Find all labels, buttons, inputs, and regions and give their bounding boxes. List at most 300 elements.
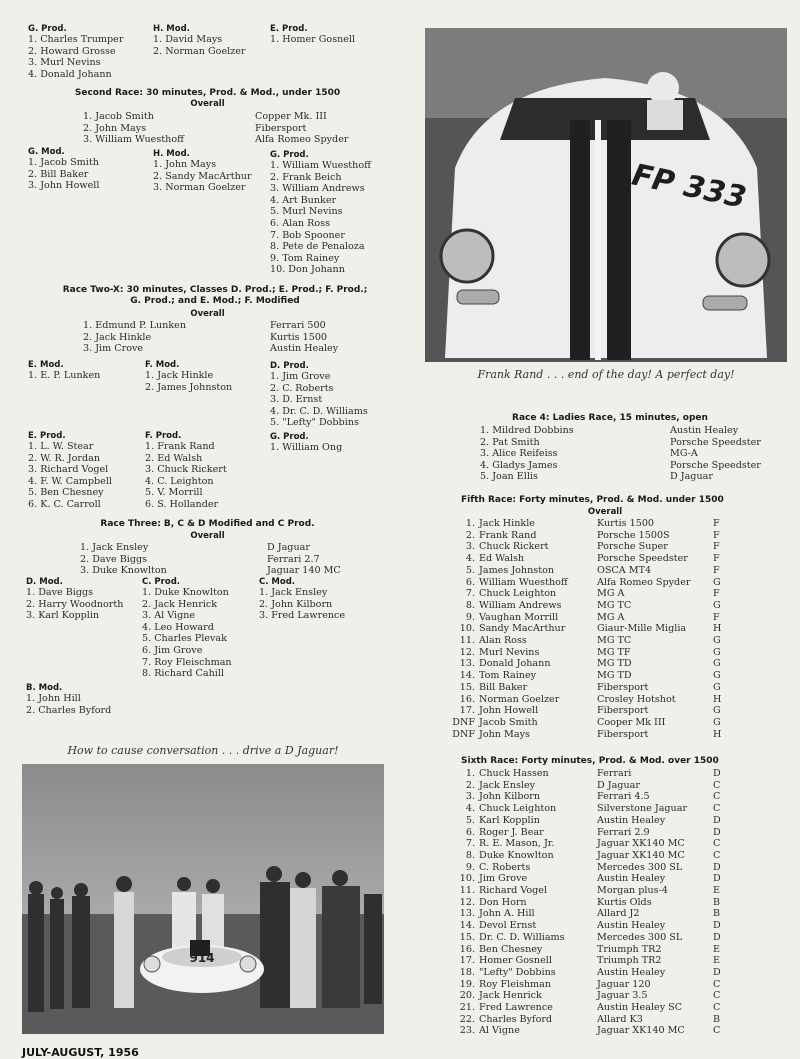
table-row (447, 612, 733, 624)
list-item: 2. James Johnston (145, 381, 233, 393)
driver-cell: Al Vigne (479, 1025, 520, 1037)
table-row (447, 979, 733, 991)
results-list (28, 441, 112, 511)
class-cell: F (713, 588, 720, 600)
driver-cell: Roger J. Bear (479, 826, 544, 838)
table-row (447, 729, 733, 741)
position-cell: 12. (459, 646, 475, 658)
position-cell: 15. (459, 681, 475, 693)
class-header: G. Prod. (270, 432, 309, 442)
driver-cell: Roy Fleishman (479, 978, 552, 990)
position-cell: 1. (465, 518, 475, 529)
list-item: 2. W. R. Jordan (28, 452, 101, 464)
race2-overall-label: Overall (190, 99, 225, 109)
position-cell: 5. (465, 814, 475, 826)
top-g-prod-group (28, 24, 123, 80)
race2-g-mod-group (28, 147, 99, 192)
class-cell: F (713, 541, 720, 553)
position-cell: 2. (465, 779, 475, 791)
top-h-mod-group (153, 24, 246, 57)
table-row (447, 670, 733, 682)
table-row (447, 908, 733, 920)
driver-cell: William Andrews (479, 599, 562, 611)
driver-cell: Chuck Leighton (479, 803, 557, 815)
list-item: 7. Roy Fleischman (142, 656, 232, 668)
car-cell: OSCA MT4 (597, 564, 652, 576)
list-item: Copper Mk. III (255, 111, 327, 122)
list-item: 6. S. Hollander (145, 498, 219, 510)
list-item: Porsche Speedster (670, 436, 761, 448)
list-item: 3. D. Ernst (270, 394, 323, 406)
list-item: 4. Donald Johann (28, 68, 112, 80)
class-header: G. Prod. (28, 24, 67, 34)
list-item: 4. Leo Howard (142, 621, 214, 633)
list-item: 4. F. W. Campbell (28, 475, 112, 487)
position-cell: 23. (459, 1025, 475, 1037)
position-cell: 9. (465, 611, 475, 623)
car-cell: MG TD (597, 670, 632, 682)
list-item: 5. Charles Plevak (142, 633, 227, 645)
class-header: D. Mod. (26, 577, 63, 587)
class-cell: G (713, 658, 721, 670)
results-list (270, 371, 368, 429)
class-cell: D (713, 814, 721, 826)
table-row (447, 768, 733, 780)
position-cell: 8. (465, 849, 475, 861)
car-cell: Cooper Mk III (597, 716, 666, 728)
class-cell: C (713, 803, 721, 815)
list-item: 2. Pat Smith (480, 436, 540, 448)
driver-cell: John Mays (479, 728, 530, 740)
list-item: 3. Norman Goelzer (153, 182, 246, 194)
table-row (447, 1014, 733, 1026)
race3-c-prod-group (142, 577, 232, 680)
list-item: 1. John Hill (26, 693, 81, 704)
race4-drivers (480, 425, 574, 483)
list-item: 9. Tom Rainey (270, 252, 340, 264)
class-cell: C (713, 1025, 721, 1037)
results-list (270, 34, 355, 46)
table-row (447, 717, 733, 729)
list-item: Kurtis 1500 (270, 331, 328, 343)
class-cell: C (713, 990, 721, 1002)
class-cell: G (713, 670, 721, 682)
position-cell: 16. (459, 943, 475, 955)
table-row (447, 577, 733, 589)
car-cell: Porsche 1500S (597, 529, 670, 541)
list-item: 3. William Andrews (270, 183, 365, 195)
race3-overall-drivers (80, 542, 167, 577)
position-cell: 13. (459, 658, 475, 670)
race2x-e-prod-group (28, 431, 112, 511)
car-cell: Austin Healey SC (597, 1002, 683, 1014)
class-cell: D (713, 931, 721, 943)
list-item: 1. Jack Ensley (259, 587, 328, 598)
table-row (447, 1025, 733, 1037)
class-cell: H (713, 693, 722, 705)
list-item: 1. William Ong (270, 442, 343, 453)
race3-title: Race Three: B, C & D Modified and C Prod. (100, 519, 315, 529)
position-cell: 19. (459, 978, 475, 990)
race3-d-mod-group (26, 577, 123, 622)
driver-cell: John Kilborn (479, 791, 541, 803)
car-cell: MG TC (597, 599, 632, 611)
list-item: 3. Duke Knowlton (80, 565, 167, 577)
car-cell: Ferrari (597, 768, 632, 779)
driver-cell: Karl Kopplin (479, 814, 540, 826)
race3-overall-label: Overall (190, 531, 225, 541)
class-cell: C (713, 1002, 721, 1014)
table-row (447, 885, 733, 897)
results-list (145, 441, 227, 511)
race2x-title-line1: Race Two-X: 30 minutes, Classes D. Prod.; E. Prod.; F. Prod.; (62, 285, 368, 295)
list-item: 2. Norman Goelzer (153, 45, 246, 57)
position-cell: 8. (465, 599, 475, 611)
class-cell: D (713, 873, 721, 885)
position-cell: 3. (465, 541, 475, 553)
class-header: E. Prod. (28, 431, 66, 441)
table-row (447, 600, 733, 612)
list-item: 1. Jacob Smith (83, 111, 154, 122)
car-cell: Ferrari 2.9 (597, 826, 650, 838)
table-row (447, 850, 733, 862)
driver-cell: Tom Rainey (479, 670, 537, 682)
list-item: 3. Fred Lawrence (259, 610, 346, 622)
driver-cell: Sandy MacArthur (479, 623, 566, 635)
car-cell: Jaguar XK140 MC (597, 838, 685, 850)
table-row (447, 530, 733, 542)
car-cell: Kurtis Olds (597, 896, 652, 908)
race2x-f-prod-group (145, 431, 227, 511)
list-item: 2. John Mays (83, 122, 147, 134)
list-item: Fibersport (255, 122, 307, 134)
class-header: G. Prod. (270, 150, 309, 160)
position-cell: 12. (459, 896, 475, 908)
list-item: 2. Charles Byford (26, 704, 112, 716)
table-row (447, 658, 733, 670)
results-list (28, 370, 100, 382)
class-cell: H (713, 728, 722, 740)
table-row (447, 1002, 733, 1014)
table-row (447, 635, 733, 647)
position-cell: 9. (465, 861, 475, 873)
driver-cell: Jack Ensley (479, 779, 536, 791)
driver-cell: Murl Nevins (479, 646, 540, 658)
position-cell: 13. (459, 908, 475, 920)
car-number-914: 914 (189, 951, 215, 965)
results-list (153, 34, 246, 57)
class-cell: G (713, 576, 721, 588)
table-row (447, 623, 733, 635)
page-footer: JULY-AUGUST, 1956 (22, 1046, 139, 1059)
driver-cell: Charles Byford (479, 1013, 553, 1025)
class-cell: G (713, 681, 721, 693)
list-item: D Jaguar (670, 471, 713, 483)
driver-cell: Devol Ernst (479, 920, 537, 932)
table-row (447, 990, 733, 1002)
class-cell: B (713, 896, 721, 908)
class-cell: B (713, 908, 721, 920)
race4-title: Race 4: Ladies Race, 15 minutes, open (512, 413, 708, 423)
car-cell: Triumph TR2 (597, 943, 662, 955)
race2x-title-line2: G. Prod.; and E. Mod.; F. Modified (130, 296, 300, 306)
position-cell: 14. (459, 920, 475, 932)
car-cell: Fibersport (597, 705, 649, 717)
race2-g-prod-group (270, 150, 371, 276)
results-list (145, 370, 232, 393)
results-list (26, 693, 111, 716)
bottom-photo-caption: How to cause conversation . . . drive a D Jaguar! (67, 744, 339, 757)
driver-cell: Vaughan Morrill (479, 611, 559, 623)
race5-overall-label: Overall (587, 507, 623, 517)
position-cell: 5. (465, 564, 475, 576)
class-cell: G (713, 716, 721, 728)
car-cell: Austin Healey (597, 920, 666, 932)
car-cell: Austin Healey (597, 814, 666, 826)
table-row (447, 815, 733, 827)
list-item: 4. C. Leighton (145, 475, 214, 487)
list-item: 8. Richard Cahill (142, 668, 224, 680)
class-header: H. Mod. (153, 24, 190, 34)
list-item: 1. Frank Rand (145, 441, 215, 452)
car-number-333: FP 333 (628, 157, 750, 216)
list-item: 2. Howard Grosse (28, 45, 116, 57)
list-item: Jaguar 140 MC (267, 565, 341, 577)
list-item: 3. William Wuesthoff (83, 134, 184, 146)
list-item: 2. Harry Woodnorth (26, 598, 124, 610)
position-cell: 6. (465, 826, 475, 838)
top-photo-caption: Frank Rand . . . end of the day! A perfect day! (477, 368, 735, 381)
driver-cell: C. Roberts (479, 861, 531, 873)
list-item: 6. K. C. Carroll (28, 498, 101, 510)
table-row (447, 862, 733, 874)
class-header: H. Mod. (153, 149, 190, 159)
position-cell: 2. (465, 529, 475, 541)
list-item: 2. Sandy MacArthur (153, 170, 252, 182)
list-item: 5. "Lefty" Dobbins (270, 417, 359, 429)
race3-c-mod-group (259, 577, 345, 622)
driver-cell: Jacob Smith (479, 716, 538, 728)
list-item: 3. Richard Vogel (28, 464, 109, 476)
list-item: 2. Frank Beich (270, 171, 342, 183)
table-row (447, 694, 733, 706)
driver-cell: Richard Vogel (479, 885, 548, 897)
driver-cell: James Johnston (479, 564, 555, 576)
class-cell: G (713, 646, 721, 658)
list-item: 1. Jack Hinkle (145, 370, 214, 381)
list-item: 1. William Wuesthoff (270, 160, 371, 171)
car-cell: Allard K3 (597, 1013, 643, 1025)
car-cell: D Jaguar (597, 779, 640, 791)
car-cell: Austin Healey (597, 873, 666, 885)
position-cell: 17. (459, 705, 475, 717)
position-cell: DNF (452, 728, 475, 740)
driver-cell: R. E. Mason, Jr. (479, 838, 555, 850)
driver-cell: John Howell (479, 705, 539, 717)
class-header: G. Mod. (28, 147, 65, 157)
position-cell: 10. (459, 873, 475, 885)
car-cell: Jaguar XK140 MC (597, 1025, 685, 1037)
class-cell: D (713, 861, 721, 873)
race2-overall-cars (255, 111, 348, 146)
results-list (28, 157, 99, 192)
list-item: Ferrari 2.7 (267, 553, 320, 565)
driver-cell: Jim Grove (479, 873, 528, 885)
position-cell: DNF (452, 716, 475, 728)
table-row (447, 827, 733, 839)
position-cell: 14. (459, 670, 475, 682)
race3-b-mod-group (26, 683, 111, 716)
driver-cell: Chuck Hassen (479, 768, 549, 779)
results-list (26, 587, 123, 622)
position-cell: 20. (459, 990, 475, 1002)
position-cell: 21. (459, 1002, 475, 1014)
driver-cell: Duke Knowlton (479, 849, 554, 861)
car-cell: MG TD (597, 658, 632, 670)
driver-cell: Homer Gosnell (479, 955, 552, 967)
class-cell: D (713, 826, 721, 838)
class-header: C. Prod. (142, 577, 181, 587)
list-item: 2. Ed Walsh (145, 452, 203, 464)
list-item: 3. Chuck Rickert (145, 464, 227, 476)
list-item: 5. Murl Nevins (270, 206, 343, 218)
class-cell: E (713, 943, 721, 955)
car-cell: Porsche Super (597, 541, 668, 553)
car-cell: Jaguar XK140 MC (597, 849, 685, 861)
race5-results-table (447, 518, 733, 740)
list-item: 3. Al Vigne (142, 610, 196, 622)
race2-overall-drivers (83, 111, 184, 146)
driver-cell: Frank Rand (479, 529, 537, 541)
car-cell: Morgan plus-4 (597, 885, 668, 897)
table-row (447, 780, 733, 792)
table-row (447, 955, 733, 967)
car-cell: Austin Healey (597, 966, 666, 978)
list-item: D Jaguar (267, 542, 310, 553)
list-item: 1. Charles Trumper (28, 34, 124, 45)
list-item: 2. Jack Henrick (142, 598, 218, 610)
position-cell: 6. (465, 576, 475, 588)
class-cell: C (713, 838, 721, 850)
list-item: Porsche Speedster (670, 459, 761, 471)
list-item: 2. C. Roberts (270, 382, 334, 394)
car-cell: Porsche Speedster (597, 553, 688, 565)
class-cell: F (713, 553, 720, 565)
driver-cell: Fred Lawrence (479, 1002, 553, 1014)
car-cell: MG TC (597, 635, 632, 647)
table-row (447, 541, 733, 553)
results-list (142, 587, 232, 680)
list-item: 3. Jim Crove (83, 343, 144, 355)
car-cell: Mercedes 300 SL (597, 861, 683, 873)
race2-title: Second Race: 30 minutes, Prod. & Mod., under 1500 (74, 88, 341, 98)
list-item: 1. Dave Biggs (26, 587, 94, 598)
class-cell: F (713, 518, 720, 529)
frank-rand-photo (425, 28, 787, 362)
top-e-prod-group (270, 24, 355, 46)
driver-cell: Dr. C. D. Williams (479, 931, 565, 943)
table-row (447, 920, 733, 932)
class-cell: G (713, 635, 721, 647)
car-cell: Kurtis 1500 (597, 518, 655, 529)
driver-cell: Norman Goelzer (479, 693, 560, 705)
list-item: 8. Pete de Penaloza (270, 241, 365, 253)
race2x-overall-cars (270, 320, 338, 355)
position-cell: 3. (465, 791, 475, 803)
car-cell: Silverstone Jaguar (597, 803, 688, 815)
driver-cell: Chuck Leighton (479, 588, 557, 600)
race2x-g-prod-group (270, 432, 342, 454)
list-item: 5. Ben Chesney (28, 487, 104, 499)
list-item: 1. Jack Ensley (80, 542, 149, 553)
table-row (447, 873, 733, 885)
car-cell: Jaguar 3.5 (597, 990, 648, 1002)
driver-cell: Jack Henrick (479, 990, 542, 1002)
class-cell: F (713, 611, 720, 623)
car-cell: Ferrari 4.5 (597, 791, 650, 803)
race2x-overall-label: Overall (190, 309, 225, 319)
list-item: 5. Joan Ellis (480, 471, 538, 483)
list-item: Alfa Romeo Spyder (255, 134, 349, 146)
results-list (270, 442, 342, 454)
list-item: 2. Bill Baker (28, 168, 89, 180)
table-row (447, 588, 733, 600)
porsche-photo-illustration (425, 28, 787, 362)
race2-h-mod-group (153, 149, 252, 194)
table-row (447, 553, 733, 565)
driver-cell: Donald Johann (479, 658, 551, 670)
driver-cell: Bill Baker (479, 681, 528, 693)
driver-cell: Ben Chesney (479, 943, 543, 955)
list-item: Austin Healey (670, 425, 739, 436)
class-cell: D (713, 966, 721, 978)
car-cell: Fibersport (597, 728, 649, 740)
list-item: 2. Dave Biggs (80, 553, 148, 565)
class-header: D. Prod. (270, 361, 309, 371)
race2x-title (20, 285, 410, 307)
results-list (28, 34, 123, 80)
class-cell: F (713, 529, 720, 541)
race5-title: Fifth Race: Forty minutes, Prod. & Mod. under 1500 (461, 495, 724, 505)
class-header: C. Mod. (259, 577, 296, 587)
car-cell: Fibersport (597, 681, 649, 693)
table-row (447, 647, 733, 659)
list-item: 1. Mildred Dobbins (480, 425, 574, 436)
class-cell: G (713, 599, 721, 611)
position-cell: 10. (459, 623, 475, 635)
list-item: 5. V. Morrill (145, 487, 203, 499)
class-cell: B (713, 1013, 721, 1025)
position-cell: 18. (459, 966, 475, 978)
table-row (447, 518, 733, 530)
class-cell: D (713, 920, 721, 932)
car-cell: MG A (597, 611, 625, 623)
class-header: E. Prod. (270, 24, 308, 34)
crowd-photo (22, 764, 384, 1034)
table-row (447, 932, 733, 944)
race2x-overall-drivers (83, 320, 186, 355)
car-cell: Crosley Hotshot (597, 693, 676, 705)
class-cell: C (713, 978, 721, 990)
car-cell: Alfa Romeo Spyder (597, 576, 691, 588)
class-header: B. Mod. (26, 683, 63, 693)
list-item: 3. Alice Reifeiss (480, 448, 558, 460)
position-cell: 11. (459, 885, 475, 897)
position-cell: 7. (465, 588, 475, 600)
class-cell: D (713, 768, 721, 779)
results-list (259, 587, 345, 622)
results-list (153, 159, 252, 194)
